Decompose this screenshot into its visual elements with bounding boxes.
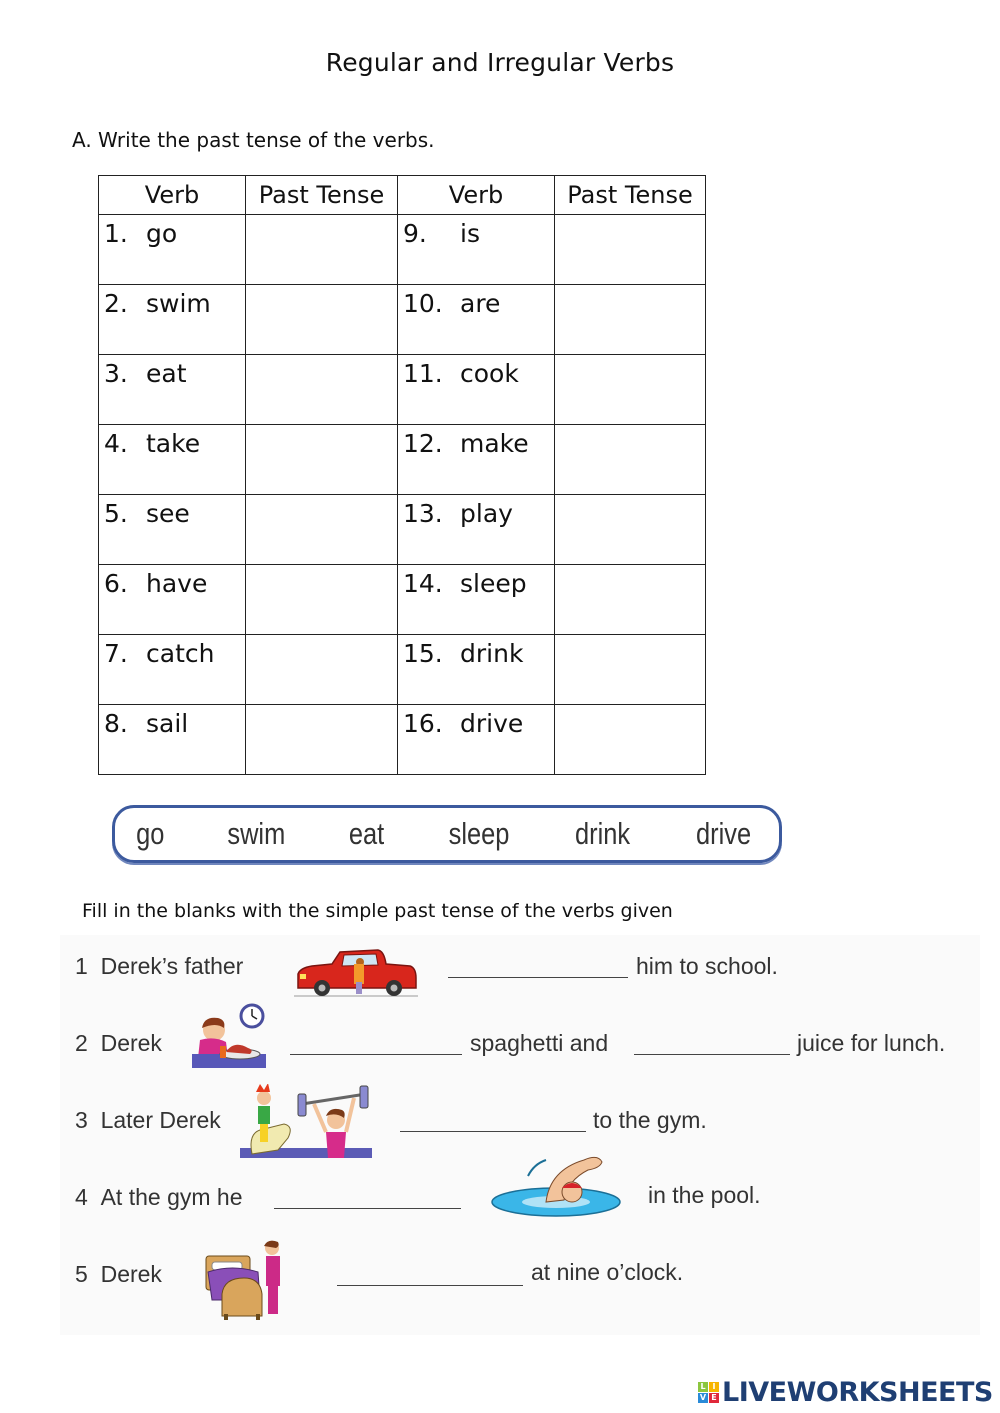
item-number: 2. <box>104 289 128 318</box>
item-number: 1. <box>104 219 128 248</box>
swimming-illustration <box>488 1150 624 1218</box>
verb-word: make <box>460 429 529 458</box>
verb-word: see <box>146 499 190 528</box>
sentence-4-start: 4 At the gym he <box>75 1184 243 1210</box>
table-row <box>99 285 706 355</box>
past-tense-input-left[interactable] <box>246 705 398 775</box>
answer-blank-5[interactable] <box>337 1285 523 1286</box>
item-number: 8. <box>104 709 128 738</box>
past-tense-input-left[interactable] <box>246 425 398 495</box>
word-bank-item: drink <box>575 816 631 851</box>
verb-cell-right <box>398 355 555 425</box>
item-number: 12. <box>403 429 443 458</box>
item-number: 6. <box>104 569 128 598</box>
verb-cell-right <box>398 425 555 495</box>
verb-word: swim <box>146 289 211 318</box>
table-row <box>99 425 706 495</box>
sentence-3-end: to the gym. <box>593 1107 707 1133</box>
answer-blank-1[interactable] <box>448 977 628 978</box>
past-tense-input-right[interactable] <box>555 355 706 425</box>
sentence-2-start: 2 Derek <box>75 1030 162 1056</box>
table-row <box>99 355 706 425</box>
word-bank-item: swim <box>227 816 286 851</box>
item-number: 5. <box>104 499 128 528</box>
item-number: 14. <box>403 569 443 598</box>
table-row <box>99 705 706 775</box>
verb-cell-right <box>398 705 555 775</box>
bedtime-illustration <box>202 1238 292 1322</box>
past-tense-input-right[interactable] <box>555 425 706 495</box>
verb-word: catch <box>146 639 215 668</box>
past-tense-input-right[interactable] <box>555 635 706 705</box>
verb-word: take <box>146 429 201 458</box>
answer-blank-3[interactable] <box>400 1131 586 1132</box>
sentence-1-start: 1 Derek’s father <box>75 953 244 979</box>
liveworksheets-logo <box>698 1377 993 1408</box>
item-number: 7. <box>104 639 128 668</box>
sentence-5-end: at nine o’clock. <box>531 1259 684 1285</box>
sentence-2-middle: spaghetti and <box>470 1030 609 1056</box>
sentence-2-end: juice for lunch. <box>797 1030 946 1056</box>
worksheet-title: Regular and Irregular Verbs <box>325 48 675 77</box>
answer-blank-2a[interactable] <box>290 1054 462 1055</box>
verb-word: play <box>460 499 513 528</box>
past-tense-input-right[interactable] <box>555 285 706 355</box>
past-tense-input-left[interactable] <box>246 215 398 285</box>
sentence-3-start: 3 Later Derek <box>75 1107 221 1133</box>
verb-word: sail <box>146 709 189 738</box>
logo-text: LIVEWORKSHEETS <box>722 1377 993 1408</box>
verb-word: drink <box>460 639 524 668</box>
table-row <box>99 565 706 635</box>
item-number: 10. <box>403 289 443 318</box>
verb-cell-left <box>99 565 246 635</box>
verb-cell-right <box>398 285 555 355</box>
header-verb-right: Verb <box>398 176 555 215</box>
verb-word: is <box>460 219 480 248</box>
verb-word: cook <box>460 359 519 388</box>
item-number: 9. <box>403 219 427 248</box>
word-bank-item: drive <box>695 816 751 851</box>
verb-word: sleep <box>460 569 527 598</box>
past-tense-input-left[interactable] <box>246 565 398 635</box>
gym-illustration <box>238 1084 374 1162</box>
verb-word: have <box>146 569 208 598</box>
word-bank-item: sleep <box>448 816 510 851</box>
past-tense-input-right[interactable] <box>555 215 706 285</box>
table-row <box>99 635 706 705</box>
item-number: 13. <box>403 499 443 528</box>
verb-cell-left <box>99 495 246 565</box>
word-bank-item: eat <box>348 816 385 851</box>
table-row <box>99 495 706 565</box>
verb-word: eat <box>146 359 187 388</box>
verb-cell-left <box>99 705 246 775</box>
section-a-instruction: A. Write the past tense of the verbs. <box>72 128 435 152</box>
eating-lunch-illustration <box>190 1002 270 1070</box>
past-tense-input-right[interactable] <box>555 495 706 565</box>
word-bank <box>112 805 782 863</box>
item-number: 15. <box>403 639 443 668</box>
verb-word: drive <box>460 709 524 738</box>
past-tense-input-left[interactable] <box>246 635 398 705</box>
item-number: 11. <box>403 359 443 388</box>
past-tense-input-left[interactable] <box>246 495 398 565</box>
verb-cell-right <box>398 215 555 285</box>
header-past-left: Past Tense <box>246 176 398 215</box>
verb-cell-left <box>99 355 246 425</box>
verb-cell-left <box>99 635 246 705</box>
past-tense-input-right[interactable] <box>555 565 706 635</box>
verb-table <box>98 175 706 775</box>
sentence-1-end: him to school. <box>636 953 778 979</box>
header-past-right: Past Tense <box>555 176 706 215</box>
verb-cell-right <box>398 565 555 635</box>
word-bank-item: go <box>136 816 165 851</box>
verb-cell-right <box>398 635 555 705</box>
table-row <box>99 215 706 285</box>
item-number: 16. <box>403 709 443 738</box>
past-tense-input-left[interactable] <box>246 355 398 425</box>
item-number: 3. <box>104 359 128 388</box>
table-header-row <box>99 176 706 215</box>
past-tense-input-left[interactable] <box>246 285 398 355</box>
verb-word: are <box>460 289 501 318</box>
verb-word: go <box>146 219 178 248</box>
exercise-area <box>60 935 980 1335</box>
sentence-5-start: 5 Derek <box>75 1261 162 1287</box>
verb-cell-left <box>99 285 246 355</box>
item-number: 4. <box>104 429 128 458</box>
answer-blank-4[interactable] <box>274 1208 461 1209</box>
verb-cell-left <box>99 425 246 495</box>
car-illustration <box>292 946 420 998</box>
logo-blocks-icon: L I V E <box>698 1382 719 1403</box>
header-verb-left: Verb <box>99 176 246 215</box>
answer-blank-2b[interactable] <box>634 1054 790 1055</box>
past-tense-input-right[interactable] <box>555 705 706 775</box>
section-b-instruction: Fill in the blanks with the simple past tense of the verbs given <box>82 900 673 922</box>
verb-cell-right <box>398 495 555 565</box>
sentence-4-end: in the pool. <box>648 1182 761 1208</box>
verb-cell-left <box>99 215 246 285</box>
